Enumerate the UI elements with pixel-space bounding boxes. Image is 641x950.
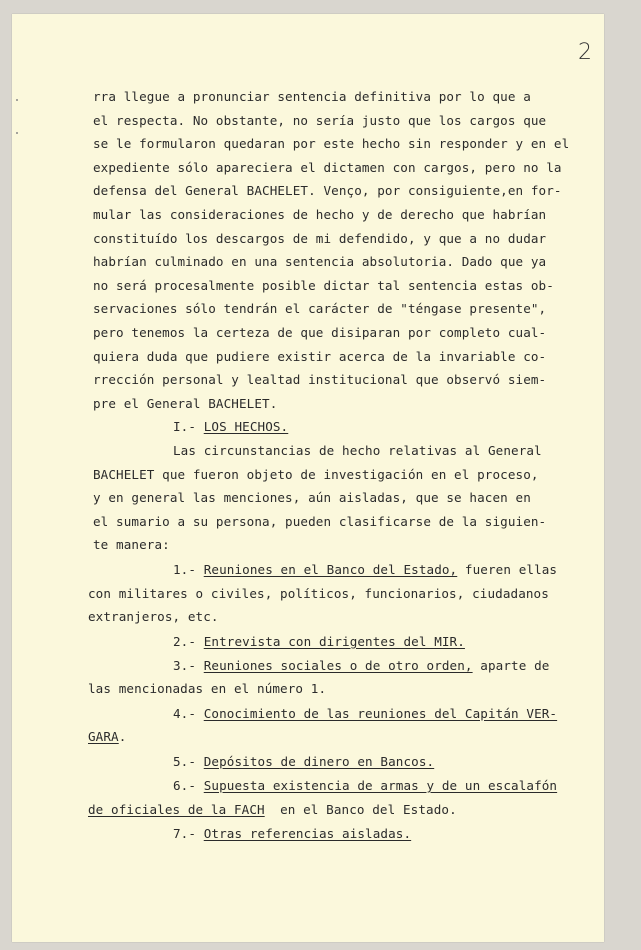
paper-speck <box>16 99 18 101</box>
text-line: extranjeros, etc. <box>88 609 219 624</box>
text-line: te manera: <box>93 537 170 552</box>
item-title: Depósitos de dinero en Bancos. <box>203 754 435 769</box>
text-line: rra llegue a pronunciar sentencia definitiva por lo que a <box>93 89 531 104</box>
document-page <box>12 14 604 942</box>
text-line: Las circunstancias de hecho relativas al General <box>173 443 542 458</box>
list-item: 6.- Supuesta existencia de armas y de un escalafón <box>173 778 558 793</box>
item-title: Reuniones sociales o de otro orden, <box>203 658 473 673</box>
section-heading <box>173 420 288 434</box>
text-line: GARA. <box>88 729 127 744</box>
section-title: LOS HECHOS. <box>203 419 289 434</box>
text-line: quiera duda que pudiere existir acerca de la invariable co- <box>93 349 547 364</box>
text-line: pre el General BACHELET. <box>93 396 278 411</box>
text-line: pero tenemos la certeza de que disiparan por completo cual- <box>93 325 547 340</box>
text-line: las mencionadas en el número 1. <box>88 681 327 696</box>
list-item: 2.- Entrevista con dirigentes del MIR. <box>173 634 465 649</box>
list-item: 3.- Reuniones sociales o de otro orden, aparte de <box>173 658 550 673</box>
page-number: 2 <box>578 40 592 65</box>
list-item: 1.- Reuniones en el Banco del Estado, fueren ellas <box>173 562 558 577</box>
list-item: 7.- Otras referencias aisladas. <box>173 826 412 841</box>
text-line: y en general las menciones, aún aisladas, que se hacen en <box>93 490 531 505</box>
text-line: se le formularon quedaran por este hecho sin responder y en el <box>93 136 570 151</box>
text-line: expediente sólo apareciera el dictamen con cargos, pero no la <box>93 160 562 175</box>
text-line: de oficiales de la FACH en el Banco del Estado. <box>88 802 457 817</box>
text-line: BACHELET que fueron objeto de investigación en el proceso, <box>93 467 539 482</box>
item-title: Reuniones en el Banco del Estado, <box>203 562 458 577</box>
item-title: Supuesta existencia de armas y de un escalafón <box>203 778 558 793</box>
text-line: con militares o civiles, políticos, funcionarios, ciudadanos <box>88 586 549 601</box>
list-item: 5.- Depósitos de dinero en Bancos. <box>173 754 435 769</box>
paper-speck <box>16 132 18 134</box>
text-line: el sumario a su persona, pueden clasificarse de la siguien- <box>93 514 547 529</box>
text-line: defensa del General BACHELET. Venço, por consiguiente,en for- <box>93 183 562 198</box>
text-line: habrían culminado en una sentencia absolutoria. Dado que ya <box>93 254 547 269</box>
text-line: no será procesalmente posible dictar tal sentencia estas ob- <box>93 278 554 293</box>
section-number: I.- <box>173 419 197 434</box>
text-line: constituído los descargos de mi defendido, y que a no dudar <box>93 231 547 246</box>
text-line: rrección personal y lealtad institucional que observó siem- <box>93 372 547 387</box>
text-line: el respecta. No obstante, no sería justo que los cargos que <box>93 113 547 128</box>
item-title: Entrevista con dirigentes del MIR. <box>203 634 465 649</box>
text-line: mular las consideraciones de hecho y de derecho que habrían <box>93 207 547 222</box>
text-line: servaciones sólo tendrán el carácter de "téngase presente", <box>93 301 547 316</box>
item-title: Otras referencias aisladas. <box>203 826 412 841</box>
item-title: Conocimiento de las reuniones del Capitán VER- <box>203 706 558 721</box>
list-item: 4.- Conocimiento de las reuniones del Capitán VER- <box>173 706 558 721</box>
